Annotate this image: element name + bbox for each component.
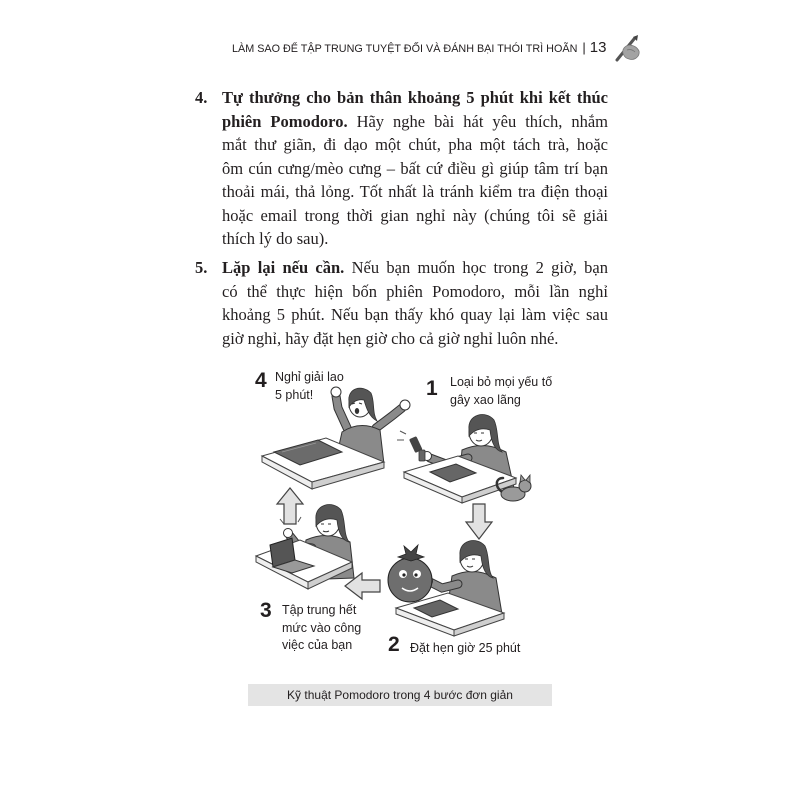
body-text: hoặc email trong thời gian nghỉ này (chúng tôi sẽ giải: [222, 205, 608, 225]
running-head: [232, 39, 606, 57]
scene-set-timer: [388, 541, 504, 636]
step-4-label: [275, 369, 344, 404]
body-text: ôm cún cưng/mèo cưng – bất cứ điều gì giúp tâm trí bạn: [222, 158, 608, 178]
hand-holding-pencil-icon: [612, 33, 642, 63]
tomato-timer: [388, 545, 432, 602]
list-item-5: [195, 256, 608, 350]
figure-caption: Kỹ thuật Pomodoro trong 4 bước đơn giản: [248, 684, 552, 706]
step-number: 3: [260, 599, 272, 622]
body-text: khoảng 5 phút. Nếu bạn thấy khó quay lại làm việc sau: [222, 305, 608, 324]
text-line: [222, 133, 608, 157]
list-number: 5.: [195, 258, 208, 277]
step-3-label: [282, 602, 361, 655]
step-label-line: 5 phút!: [275, 387, 314, 402]
header-separator: |: [582, 40, 586, 55]
text-line: [222, 180, 608, 204]
text-line: [222, 227, 608, 251]
body-text: có thể thực hiện bốn phiên Pomodoro, mỗi lần nghỉ: [222, 281, 608, 301]
step-number: 4: [255, 369, 267, 392]
step-label-line: gây xao lãng: [450, 392, 521, 407]
phone-icon: [397, 431, 423, 453]
body-text: giờ nghỉ, hãy đặt hẹn giờ cho cả giờ nghỉ luôn nhé.: [222, 328, 559, 348]
text-line: [222, 86, 608, 110]
text-line: [222, 327, 608, 351]
scene-focus-work: [256, 505, 354, 589]
text-line: [222, 157, 608, 181]
bold-lead: phiên Pomodoro.: [222, 111, 348, 131]
scene-remove-distractions: [397, 415, 531, 503]
arrow-up: [277, 488, 303, 524]
text-line: [222, 110, 608, 134]
step-label-line: Tập trung hết: [282, 603, 357, 617]
page-number: 13: [589, 39, 607, 56]
text-line: [222, 280, 608, 304]
step-1-label: [450, 374, 552, 409]
body-text: Nếu bạn muốn học trong 2 giờ, bạn: [344, 258, 608, 277]
body-text: thoải mái, thả lỏng. Tốt nhất là tránh kiểm tra điện thoại: [222, 182, 608, 201]
step-label-line: Nghỉ giải lao: [275, 370, 344, 384]
step-number: 1: [426, 377, 438, 400]
list-item-4: [195, 86, 608, 251]
arrow-down: [466, 504, 492, 539]
step-label-line: mức vào công: [282, 620, 362, 635]
body-text: mắt thư giãn, đi dạo một chút, pha một tách trà, hoặc: [222, 135, 608, 154]
step-label-line: việc của bạn: [282, 638, 353, 652]
bottle: [419, 450, 425, 461]
body-text: thích lý do sau).: [222, 229, 329, 248]
text-line: [222, 303, 608, 327]
text-line: [222, 256, 608, 280]
body-text: Hãy nghe bài hát yêu thích, nhắm: [347, 111, 608, 131]
list-number: 4.: [195, 88, 208, 107]
running-title: LÀM SAO ĐỂ TẬP TRUNG TUYỆT ĐỐI VÀ ĐÁNH BẠI THÓI TRÌ HOÃN: [232, 43, 578, 55]
text-line: [222, 204, 608, 228]
bold-lead: Lặp lại nếu cần.: [222, 258, 345, 277]
step-2-label: [410, 640, 520, 658]
step-label-line: Loại bỏ mọi yếu tố: [450, 375, 553, 389]
bold-lead: Tự thưởng cho bản thân khoảng 5 phút khi kết thúc: [222, 88, 608, 107]
step-number: 2: [388, 633, 400, 656]
step-label-line: Đặt hẹn giờ 25 phút: [410, 641, 521, 655]
